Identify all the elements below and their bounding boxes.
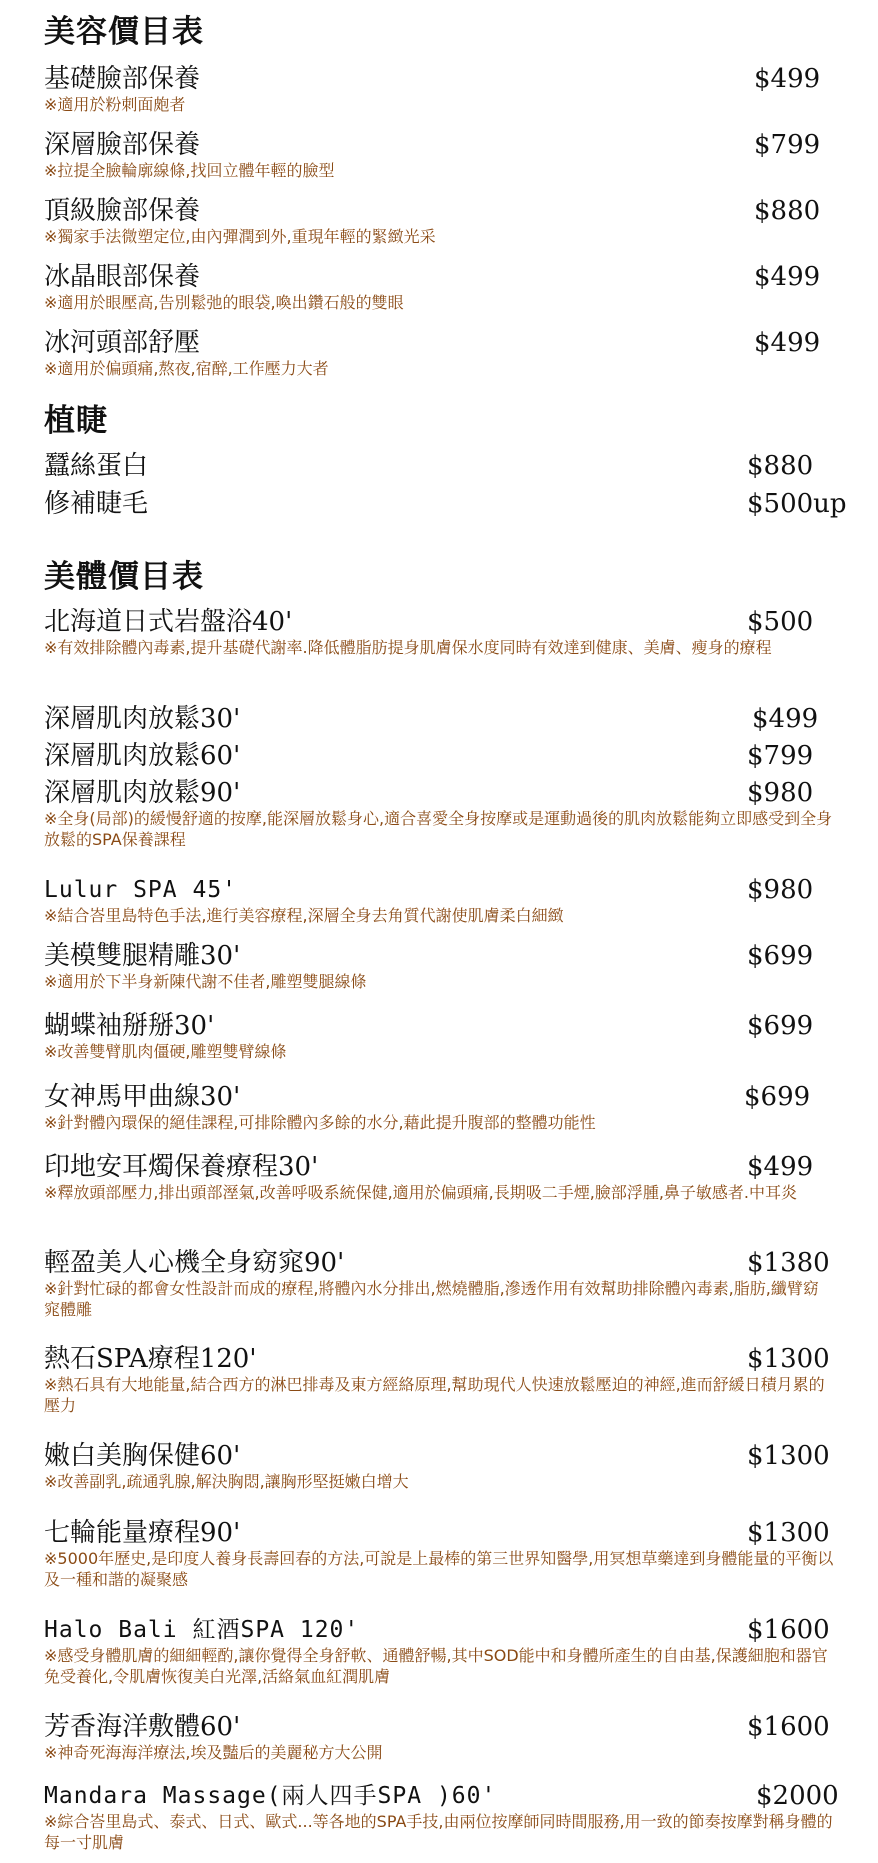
item-name: 蝴蝶袖掰掰30' [44,1011,215,1041]
item-price: $880 [754,196,821,226]
item-note: ※適用於粉刺面皰者 [44,95,186,114]
item-price: $699 [744,1082,811,1112]
item-note: ※熱石具有大地能量,結合西方的淋巴排毒及東方經絡原理,幫助現代人快速放鬆壓迫的神經,進而舒緩日積月累的壓力 [44,1375,825,1415]
item-price: $499 [752,704,819,734]
body-item-deep-60 [44,741,834,771]
item-price: $2000 [756,1781,839,1811]
item-name: 基礎臉部保養 [44,64,201,94]
facial-item-basic [44,64,834,115]
facial-item-deep [44,130,834,181]
item-name: Mandara Massage(兩人四手SPA )60' [44,1783,497,1809]
body-item-chest [44,1441,834,1492]
item-price: $1300 [747,1518,830,1548]
item-name: 深層肌肉放鬆60' [44,741,241,771]
item-name: 輕盈美人心機全身窈窕90' [44,1248,345,1278]
item-price: $699 [747,1011,814,1041]
body-item-legs [44,941,834,992]
item-price: $1300 [747,1441,830,1471]
item-note: ※改善雙臂肌肉僵硬,雕塑雙臂線條 [44,1042,287,1061]
item-name: 深層臉部保養 [44,130,201,160]
item-name: 女神馬甲曲線30' [44,1082,241,1112]
lash-item-silk [44,451,834,481]
body-item-ear-candle [44,1152,834,1203]
item-name: 印地安耳燭保養療程30' [44,1152,319,1182]
item-price: $880 [747,451,814,481]
item-price: $1600 [747,1615,830,1645]
item-name: Lulur SPA 45' [44,877,238,903]
item-price: $499 [747,1152,814,1182]
item-note: ※適用於偏頭痛,熬夜,宿醉,工作壓力大者 [44,359,329,378]
item-note: ※拉提全臉輪廓線條,找回立體年輕的臉型 [44,161,335,180]
item-name: 七輪能量療程90' [44,1518,241,1548]
facial-section-title: 美容價目表 [44,14,204,50]
item-note: ※有效排除體內毒素,提升基礎代謝率.降低體脂肪提身肌膚保水度同時有效達到健康、美膚、瘦身的療程 [44,638,772,657]
item-name: 嫩白美胸保健60' [44,1441,241,1471]
item-price: $799 [754,130,821,160]
item-price: $499 [754,328,821,358]
facial-item-premium [44,196,834,247]
item-name: 冰河頭部舒壓 [44,328,201,358]
body-item-ocean-wrap [44,1712,834,1763]
body-item-deep-90 [44,778,834,850]
lash-section-title: 植睫 [44,403,108,439]
item-price: $1380 [747,1248,830,1278]
body-item-arms [44,1011,834,1062]
body-item-mandara [44,1781,839,1853]
item-name: 深層肌肉放鬆90' [44,778,241,808]
item-note: ※感受身體肌膚的細細輕酌,讓你覺得全身舒軟、通體舒暢,其中SOD能中和身體所產生的自由基,保護細胞和器官免受養化,令肌膚恢復美白光澤,活絡氣血紅潤肌膚 [44,1646,828,1686]
body-item-slim [44,1248,834,1320]
item-price: $500 [747,607,814,637]
item-price: $1300 [747,1344,830,1374]
item-name: 蠶絲蛋白 [44,451,149,481]
item-note: ※結合峇里島特色手法,進行美容療程,深層全身去角質代謝使肌膚柔白細緻 [44,906,564,925]
item-note: ※神奇死海海洋療法,埃及豔后的美麗秘方大公開 [44,1743,383,1762]
item-note: ※適用於眼壓高,告別鬆弛的眼袋,喚出鑽石般的雙眼 [44,293,404,312]
item-price: $799 [747,741,814,771]
item-price: $499 [754,262,821,292]
body-item-corset [44,1082,834,1133]
item-note: ※綜合峇里島式、泰式、日式、歐式...等各地的SPA手技,由兩位按摩師同時間服務,用一致的節奏按摩對稱身體的每一寸肌膚 [44,1812,833,1852]
item-price: $1600 [747,1712,830,1742]
body-item-ganbanyoku [44,607,834,658]
item-name: 修補睫毛 [44,489,149,519]
item-name: 冰晶眼部保養 [44,262,201,292]
body-item-hot-stone [44,1344,834,1416]
item-price: $980 [747,778,814,808]
item-name: 芳香海洋敷體60' [44,1712,241,1742]
item-note: ※針對體內環保的絕佳課程,可排除體內多餘的水分,藉此提升腹部的整體功能性 [44,1113,596,1132]
item-note: ※適用於下半身新陳代謝不佳者,雕塑雙腿線條 [44,972,367,991]
item-note: ※全身(局部)的緩慢舒適的按摩,能深層放鬆身心,適合喜愛全身按摩或是運動過後的肌肉放鬆能夠立即感受到全身放鬆的SPA保養課程 [44,809,833,849]
item-price: $499 [754,64,821,94]
item-name: 美模雙腿精雕30' [44,941,241,971]
lash-item-repair [44,489,847,519]
item-name: 深層肌肉放鬆30' [44,704,241,734]
item-name: 頂級臉部保養 [44,196,201,226]
item-note: ※改善副乳,疏通乳腺,解決胸悶,讓胸形堅挺嫩白增大 [44,1472,409,1491]
item-name: 北海道日式岩盤浴40' [44,607,293,637]
body-item-wine-spa [44,1615,834,1687]
item-price: $699 [747,941,814,971]
body-item-chakra [44,1518,834,1590]
item-note: ※針對忙碌的都會女性設計而成的療程,將體內水分排出,燃燒體脂,滲透作用有效幫助排除體內毒素,脂肪,纖臂窈窕體雕 [44,1279,819,1319]
item-price: $980 [747,875,814,905]
facial-item-eye [44,262,834,313]
facial-item-head [44,328,834,379]
item-note: ※獨家手法微塑定位,由內彈潤到外,重現年輕的緊緻光采 [44,227,436,246]
body-item-deep-30 [44,704,834,734]
item-note: ※釋放頭部壓力,排出頭部溼氣,改善呼吸系統保健,適用於偏頭痛,長期吸二手煙,臉部浮腫,鼻子敏感者.中耳炎 [44,1183,798,1202]
item-price: $500up [747,489,847,519]
item-name: Halo Bali 紅酒SPA 120' [44,1617,360,1643]
body-section-title: 美體價目表 [44,559,204,595]
item-note: ※5000年歷史,是印度人養身長壽回春的方法,可說是上最棒的第三世界知醫學,用冥想草藥達到身體能量的平衡以及一種和諧的凝聚感 [44,1549,834,1589]
body-item-lulur [44,875,834,926]
item-name: 熱石SPA療程120' [44,1344,257,1374]
